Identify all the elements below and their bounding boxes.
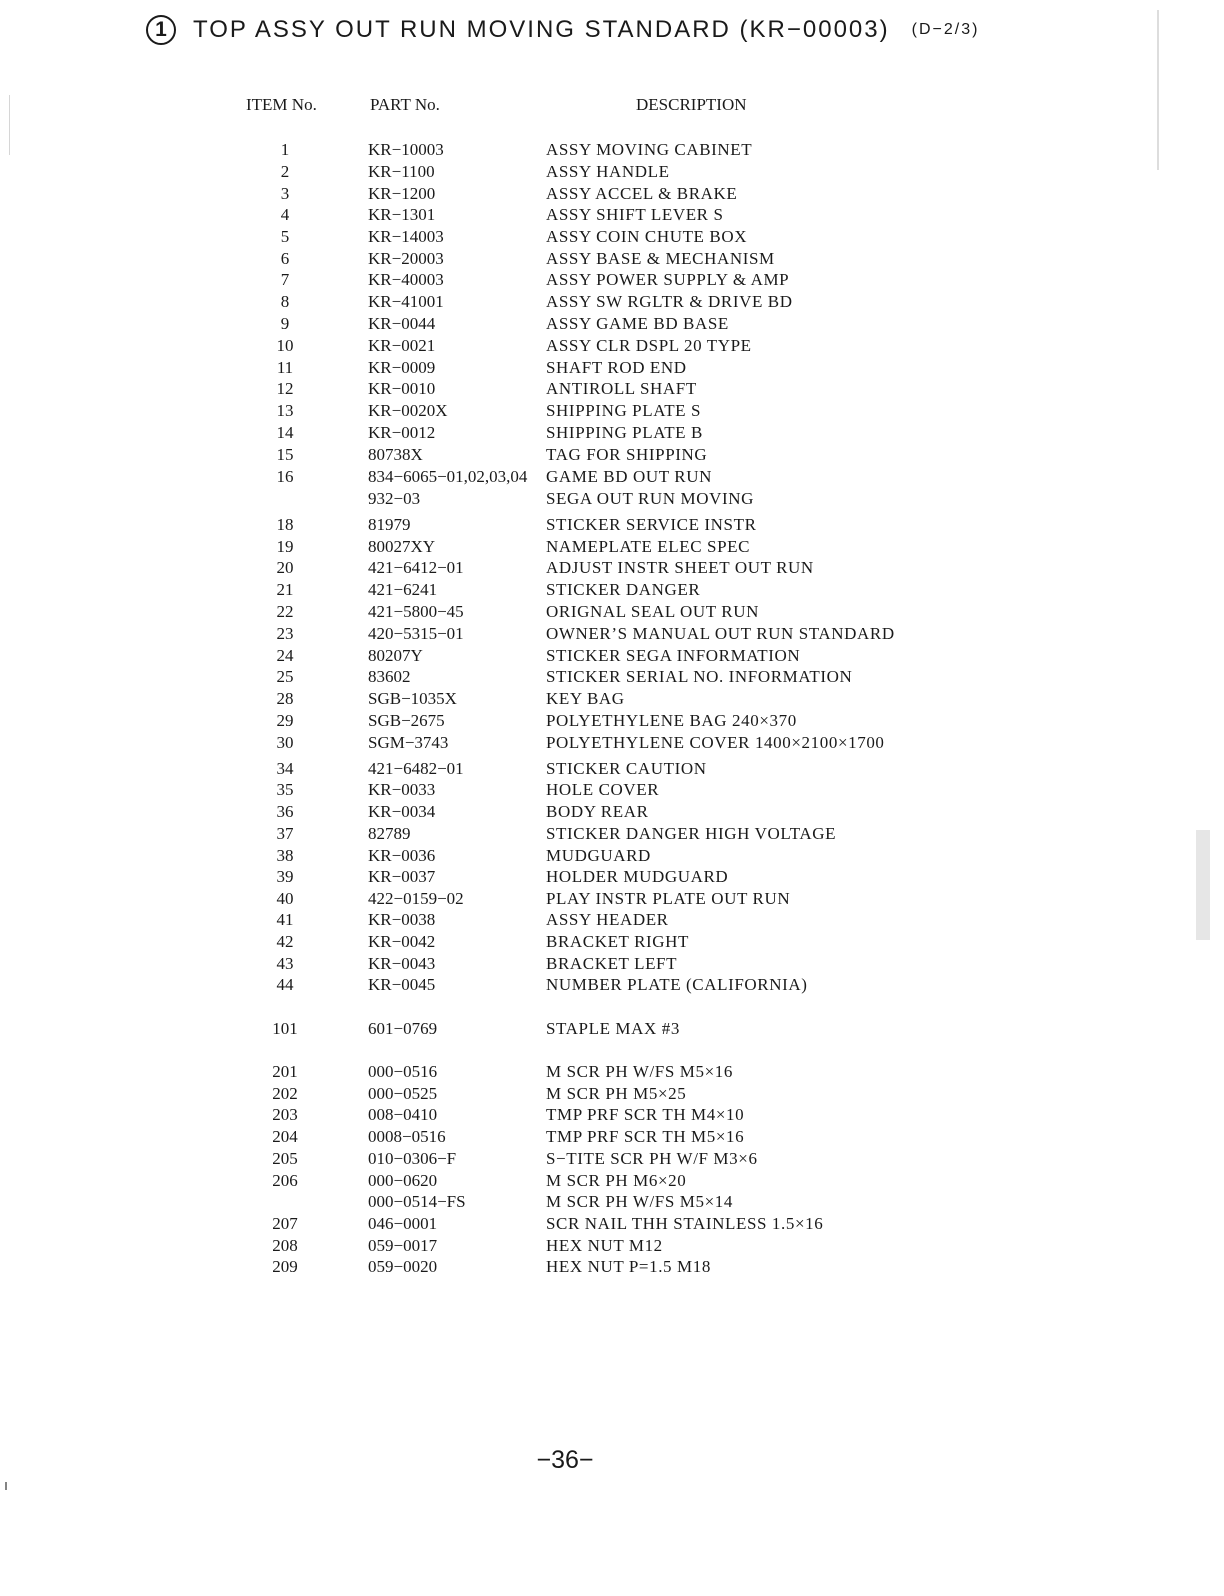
part-number: KR−41001 <box>368 292 444 311</box>
description: M SCR PH M6×20 <box>546 1171 687 1190</box>
part-number: 000−0514−FS <box>368 1192 466 1211</box>
description: STICKER DANGER <box>546 580 701 599</box>
table-row <box>0 444 1224 466</box>
table-row <box>0 357 1224 379</box>
table-row <box>0 139 1224 161</box>
description: PLAY INSTR PLATE OUT RUN <box>546 889 791 908</box>
item-number: 28 <box>276 689 294 708</box>
part-number: 420−5315−01 <box>368 624 464 643</box>
item-number: 34 <box>276 759 294 778</box>
item-number: 208 <box>272 1236 298 1255</box>
part-number: KR−1100 <box>368 162 435 181</box>
table-row <box>0 888 1224 910</box>
table-row <box>0 1235 1224 1257</box>
item-number: 40 <box>276 889 294 908</box>
description: POLYETHYLENE BAG 240×370 <box>546 711 797 730</box>
part-number: 059−0020 <box>368 1257 438 1276</box>
description: ADJUST INSTR SHEET OUT RUN <box>546 558 814 577</box>
part-number: 421−6482−01 <box>368 759 464 778</box>
description: HEX NUT M12 <box>546 1236 663 1255</box>
table-row <box>0 204 1224 226</box>
part-number: KR−0038 <box>368 910 436 929</box>
part-number: KR−0037 <box>368 867 436 886</box>
part-number: 80207Y <box>368 646 423 665</box>
item-number: 16 <box>276 467 294 486</box>
part-number: 059−0017 <box>368 1236 438 1255</box>
table-row <box>0 226 1224 248</box>
item-number: 21 <box>276 580 294 599</box>
scan-speck <box>9 95 10 155</box>
description: M SCR PH M5×25 <box>546 1084 687 1103</box>
part-number: KR−0033 <box>368 780 436 799</box>
table-row <box>0 1191 1224 1213</box>
table-row <box>0 378 1224 400</box>
description: ASSY CLR DSPL 20 TYPE <box>546 336 752 355</box>
description: ASSY POWER SUPPLY & AMP <box>546 270 790 289</box>
part-number: 000−0620 <box>368 1171 438 1190</box>
table-row <box>0 845 1224 867</box>
part-number: SGM−3743 <box>368 733 449 752</box>
part-number: 834−6065−01,02,03,04 <box>368 467 528 486</box>
table-row <box>0 161 1224 183</box>
item-number: 101 <box>272 1019 298 1038</box>
description: M SCR PH W/FS M5×14 <box>546 1192 733 1211</box>
item-number: 44 <box>276 975 294 994</box>
description: M SCR PH W/FS M5×16 <box>546 1062 733 1081</box>
table-row <box>0 823 1224 845</box>
table-row <box>0 801 1224 823</box>
part-number: KR−0036 <box>368 846 436 865</box>
table-row <box>0 335 1224 357</box>
part-number: 422−0159−02 <box>368 889 464 908</box>
description: STICKER DANGER HIGH VOLTAGE <box>546 824 837 843</box>
part-number: 000−0525 <box>368 1084 438 1103</box>
description: ORIGNAL SEAL OUT RUN <box>546 602 760 621</box>
page-number: −36− <box>536 1446 594 1474</box>
item-number: 19 <box>276 537 294 556</box>
table-row <box>0 1256 1224 1278</box>
part-number: SGB−2675 <box>368 711 445 730</box>
table-row <box>0 732 1224 754</box>
part-number: KR−14003 <box>368 227 444 246</box>
table-row <box>0 645 1224 667</box>
description: S−TITE SCR PH W/F M3×6 <box>546 1149 758 1168</box>
table-row <box>0 931 1224 953</box>
item-number: 25 <box>276 667 294 686</box>
description: ASSY MOVING CABINET <box>546 140 753 159</box>
part-number: KR−0044 <box>368 314 436 333</box>
table-row <box>0 1126 1224 1148</box>
description: KEY BAG <box>546 689 625 708</box>
description: STICKER SERIAL NO. INFORMATION <box>546 667 853 686</box>
item-number: 23 <box>276 624 294 643</box>
item-number: 37 <box>276 824 294 843</box>
description: HEX NUT P=1.5 M18 <box>546 1257 711 1276</box>
table-row <box>0 1170 1224 1192</box>
table-row <box>0 579 1224 601</box>
item-number: 201 <box>272 1062 298 1081</box>
item-number: 203 <box>272 1105 298 1124</box>
item-number: 22 <box>276 602 294 621</box>
scan-speck <box>1157 10 1159 170</box>
part-number: 008−0410 <box>368 1105 438 1124</box>
part-number: SGB−1035X <box>368 689 457 708</box>
table-row <box>0 953 1224 975</box>
title-reference: (D−2/3) <box>911 21 980 38</box>
description: ASSY BASE & MECHANISM <box>546 249 775 268</box>
table-row <box>0 269 1224 291</box>
part-number: 421−6241 <box>368 580 438 599</box>
item-number: 9 <box>280 314 290 333</box>
description: SHIPPING PLATE B <box>546 423 703 442</box>
part-number: KR−0042 <box>368 932 436 951</box>
part-number: KR−0045 <box>368 975 436 994</box>
table-row <box>0 400 1224 422</box>
item-number: 13 <box>276 401 294 420</box>
table-row <box>0 536 1224 558</box>
part-number: KR−0021 <box>368 336 436 355</box>
description: POLYETHYLENE COVER 1400×2100×1700 <box>546 733 885 752</box>
description: SEGA OUT RUN MOVING <box>546 489 755 508</box>
item-number: 35 <box>276 780 294 799</box>
item-number: 18 <box>276 515 294 534</box>
section-number-circle: 1 <box>146 15 176 45</box>
column-header-item: ITEM No. <box>246 95 317 114</box>
table-row <box>0 1018 1224 1040</box>
table-row <box>0 514 1224 536</box>
part-number: KR−0012 <box>368 423 436 442</box>
item-number: 24 <box>276 646 294 665</box>
description: TMP PRF SCR TH M4×10 <box>546 1105 745 1124</box>
scan-speck <box>1196 830 1210 940</box>
part-number: 83602 <box>368 667 411 686</box>
item-number: 6 <box>280 249 290 268</box>
part-number: 932−03 <box>368 489 421 508</box>
part-number: 81979 <box>368 515 411 534</box>
item-number: 8 <box>280 292 290 311</box>
description: SHIPPING PLATE S <box>546 401 702 420</box>
part-number: KR−1301 <box>368 205 436 224</box>
part-number: 80738X <box>368 445 423 464</box>
item-number: 20 <box>276 558 294 577</box>
table-row <box>0 1148 1224 1170</box>
description: TMP PRF SCR TH M5×16 <box>546 1127 745 1146</box>
part-number: KR−1200 <box>368 184 436 203</box>
table-row <box>0 466 1224 488</box>
part-number: KR−0043 <box>368 954 436 973</box>
description: STICKER CAUTION <box>546 759 707 778</box>
scan-speck <box>5 1482 7 1490</box>
part-number: 0008−0516 <box>368 1127 446 1146</box>
item-number: 42 <box>276 932 294 951</box>
table-row <box>0 758 1224 780</box>
item-number: 5 <box>280 227 290 246</box>
table-row <box>0 1104 1224 1126</box>
item-number: 2 <box>280 162 290 181</box>
part-number: 046−0001 <box>368 1214 438 1233</box>
table-row <box>0 779 1224 801</box>
table-row <box>0 1061 1224 1083</box>
description: SHAFT ROD END <box>546 358 687 377</box>
part-number: 000−0516 <box>368 1062 438 1081</box>
table-row <box>0 488 1224 510</box>
item-number: 30 <box>276 733 294 752</box>
description: NUMBER PLATE (CALIFORNIA) <box>546 975 808 994</box>
description: GAME BD OUT RUN <box>546 467 712 486</box>
item-number: 15 <box>276 445 294 464</box>
table-row <box>0 666 1224 688</box>
part-number: 421−6412−01 <box>368 558 464 577</box>
description: ASSY SW RGLTR & DRIVE BD <box>546 292 793 311</box>
description: ANTIROLL SHAFT <box>546 379 697 398</box>
item-number: 14 <box>276 423 294 442</box>
description: ASSY HANDLE <box>546 162 670 181</box>
item-number: 39 <box>276 867 294 886</box>
description: HOLDER MUDGUARD <box>546 867 729 886</box>
column-header-description: DESCRIPTION <box>636 95 747 114</box>
table-row <box>0 710 1224 732</box>
table-row <box>0 291 1224 313</box>
item-number: 7 <box>280 270 290 289</box>
description: ASSY HEADER <box>546 910 669 929</box>
part-number: 010−0306−F <box>368 1149 457 1168</box>
description: STAPLE MAX #3 <box>546 1019 680 1038</box>
part-number: KR−0034 <box>368 802 436 821</box>
item-number: 207 <box>272 1214 298 1233</box>
item-number: 10 <box>276 336 294 355</box>
item-number: 43 <box>276 954 294 973</box>
title-text: TOP ASSY OUT RUN MOVING STANDARD (KR−00003) <box>193 16 890 43</box>
table-row <box>0 313 1224 335</box>
table-row <box>0 1083 1224 1105</box>
table-row <box>0 248 1224 270</box>
description: TAG FOR SHIPPING <box>546 445 708 464</box>
part-number: KR−0009 <box>368 358 436 377</box>
item-number: 3 <box>280 184 290 203</box>
item-number: 205 <box>272 1149 298 1168</box>
table-row <box>0 974 1224 996</box>
item-number: 206 <box>272 1171 298 1190</box>
description: OWNER’S MANUAL OUT RUN STANDARD <box>546 624 895 643</box>
table-row <box>0 866 1224 888</box>
table-row <box>0 1213 1224 1235</box>
description: ASSY COIN CHUTE BOX <box>546 227 748 246</box>
table-row <box>0 557 1224 579</box>
table-row <box>0 183 1224 205</box>
part-number: KR−40003 <box>368 270 444 289</box>
description: BRACKET RIGHT <box>546 932 690 951</box>
description: ASSY SHIFT LEVER S <box>546 205 724 224</box>
item-number: 11 <box>276 358 294 377</box>
description: BODY REAR <box>546 802 649 821</box>
part-number: 601−0769 <box>368 1019 438 1038</box>
description: STICKER SEGA INFORMATION <box>546 646 801 665</box>
part-number: KR−0020X <box>368 401 448 420</box>
part-number: 80027XY <box>368 537 436 556</box>
description: BRACKET LEFT <box>546 954 678 973</box>
part-number: 82789 <box>368 824 411 843</box>
item-number: 4 <box>280 205 290 224</box>
description: STICKER SERVICE INSTR <box>546 515 757 534</box>
item-number: 29 <box>276 711 294 730</box>
item-number: 12 <box>276 379 294 398</box>
description: SCR NAIL THH STAINLESS 1.5×16 <box>546 1214 824 1233</box>
description: ASSY ACCEL & BRAKE <box>546 184 738 203</box>
table-row <box>0 909 1224 931</box>
item-number: 36 <box>276 802 294 821</box>
description: NAMEPLATE ELEC SPEC <box>546 537 751 556</box>
table-row <box>0 623 1224 645</box>
column-header-part: PART No. <box>370 95 440 114</box>
part-number: KR−0010 <box>368 379 436 398</box>
item-number: 202 <box>272 1084 298 1103</box>
part-number: KR−10003 <box>368 140 444 159</box>
description: HOLE COVER <box>546 780 660 799</box>
table-row <box>0 601 1224 623</box>
description: ASSY GAME BD BASE <box>546 314 729 333</box>
item-number: 204 <box>272 1127 298 1146</box>
description: MUDGUARD <box>546 846 651 865</box>
part-number: KR−20003 <box>368 249 444 268</box>
item-number: 1 <box>280 140 290 159</box>
table-row <box>0 688 1224 710</box>
item-number: 209 <box>272 1257 298 1276</box>
table-row <box>0 422 1224 444</box>
item-number: 38 <box>276 846 294 865</box>
item-number: 41 <box>276 910 294 929</box>
part-number: 421−5800−45 <box>368 602 464 621</box>
